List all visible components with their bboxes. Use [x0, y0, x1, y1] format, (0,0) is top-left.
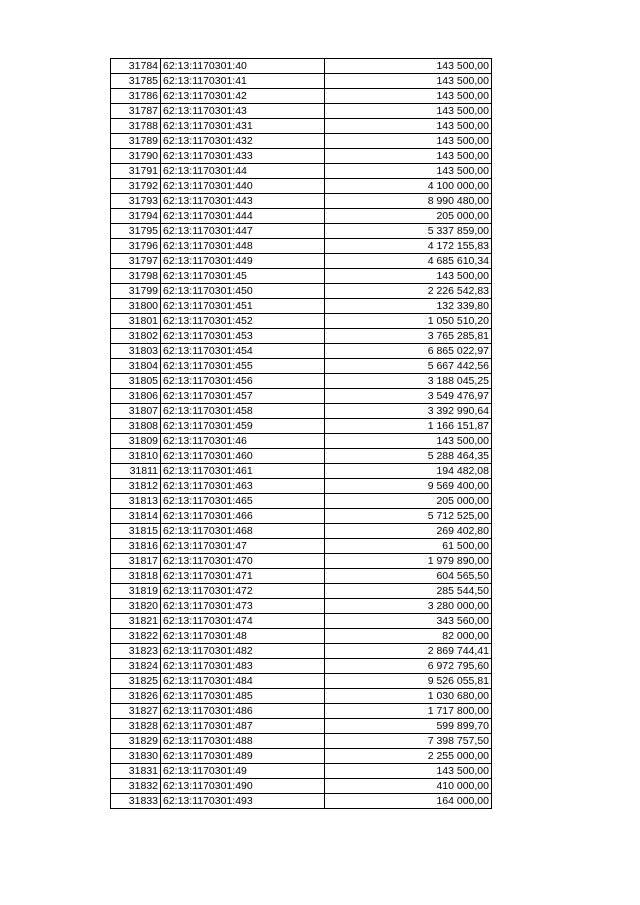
value-cell: 143 500,00	[325, 269, 492, 284]
table-row	[111, 254, 492, 269]
table-row	[111, 149, 492, 164]
table-row	[111, 179, 492, 194]
cadastral-number-cell: 62:13:1170301:487	[161, 719, 325, 734]
cadastral-number-cell: 62:13:1170301:443	[161, 194, 325, 209]
value-cell: 143 500,00	[325, 59, 492, 74]
value-cell: 410 000,00	[325, 779, 492, 794]
cadastral-number-cell: 62:13:1170301:463	[161, 479, 325, 494]
cadastral-number-cell: 62:13:1170301:482	[161, 644, 325, 659]
cadastral-number-cell: 62:13:1170301:455	[161, 359, 325, 374]
row-number-cell: 31791	[111, 164, 161, 179]
table-row	[111, 404, 492, 419]
table-row	[111, 74, 492, 89]
cadastral-number-cell: 62:13:1170301:472	[161, 584, 325, 599]
row-number-cell: 31792	[111, 179, 161, 194]
row-number-cell: 31828	[111, 719, 161, 734]
value-cell: 143 500,00	[325, 134, 492, 149]
cadastral-number-cell: 62:13:1170301:459	[161, 419, 325, 434]
value-cell: 6 865 022,97	[325, 344, 492, 359]
row-number-cell: 31826	[111, 689, 161, 704]
cadastral-number-cell: 62:13:1170301:453	[161, 329, 325, 344]
row-number-cell: 31806	[111, 389, 161, 404]
value-cell: 599 899,70	[325, 719, 492, 734]
row-number-cell: 31801	[111, 314, 161, 329]
row-number-cell: 31820	[111, 599, 161, 614]
row-number-cell: 31813	[111, 494, 161, 509]
value-cell: 2 869 744,41	[325, 644, 492, 659]
value-cell: 4 172 155,83	[325, 239, 492, 254]
cadastral-number-cell: 62:13:1170301:454	[161, 344, 325, 359]
value-cell: 1 030 680,00	[325, 689, 492, 704]
table-row	[111, 734, 492, 749]
value-cell: 5 337 859,00	[325, 224, 492, 239]
table-row	[111, 689, 492, 704]
cadastral-number-cell: 62:13:1170301:49	[161, 764, 325, 779]
row-number-cell: 31810	[111, 449, 161, 464]
value-cell: 5 712 525,00	[325, 509, 492, 524]
cadastral-number-cell: 62:13:1170301:40	[161, 59, 325, 74]
table-row	[111, 659, 492, 674]
table-row	[111, 314, 492, 329]
table-row	[111, 59, 492, 74]
row-number-cell: 31804	[111, 359, 161, 374]
table-row	[111, 764, 492, 779]
row-number-cell: 31822	[111, 629, 161, 644]
cadastral-number-cell: 62:13:1170301:474	[161, 614, 325, 629]
value-cell: 164 000,00	[325, 794, 492, 809]
row-number-cell: 31830	[111, 749, 161, 764]
row-number-cell: 31831	[111, 764, 161, 779]
value-cell: 143 500,00	[325, 764, 492, 779]
table-row	[111, 209, 492, 224]
value-cell: 143 500,00	[325, 434, 492, 449]
cadastral-number-cell: 62:13:1170301:471	[161, 569, 325, 584]
row-number-cell: 31821	[111, 614, 161, 629]
data-table	[110, 58, 492, 809]
cadastral-number-cell: 62:13:1170301:47	[161, 539, 325, 554]
cadastral-number-cell: 62:13:1170301:450	[161, 284, 325, 299]
value-cell: 143 500,00	[325, 104, 492, 119]
row-number-cell: 31799	[111, 284, 161, 299]
row-number-cell: 31811	[111, 464, 161, 479]
table-row	[111, 704, 492, 719]
cadastral-number-cell: 62:13:1170301:466	[161, 509, 325, 524]
row-number-cell: 31796	[111, 239, 161, 254]
row-number-cell: 31815	[111, 524, 161, 539]
value-cell: 132 339,80	[325, 299, 492, 314]
table-row	[111, 644, 492, 659]
table-row	[111, 779, 492, 794]
value-cell: 3 765 285,81	[325, 329, 492, 344]
cadastral-number-cell: 62:13:1170301:48	[161, 629, 325, 644]
row-number-cell: 31787	[111, 104, 161, 119]
row-number-cell: 31788	[111, 119, 161, 134]
table-row	[111, 299, 492, 314]
table-row	[111, 479, 492, 494]
table-row	[111, 359, 492, 374]
cadastral-number-cell: 62:13:1170301:458	[161, 404, 325, 419]
cadastral-number-cell: 62:13:1170301:490	[161, 779, 325, 794]
table-row	[111, 599, 492, 614]
value-cell: 4 685 610,34	[325, 254, 492, 269]
row-number-cell: 31795	[111, 224, 161, 239]
row-number-cell: 31825	[111, 674, 161, 689]
row-number-cell: 31823	[111, 644, 161, 659]
table-row	[111, 494, 492, 509]
value-cell: 3 188 045,25	[325, 374, 492, 389]
cadastral-number-cell: 62:13:1170301:46	[161, 434, 325, 449]
value-cell: 269 402,80	[325, 524, 492, 539]
cadastral-number-cell: 62:13:1170301:45	[161, 269, 325, 284]
table-row	[111, 104, 492, 119]
value-cell: 2 226 542,83	[325, 284, 492, 299]
value-cell: 4 100 000,00	[325, 179, 492, 194]
table-body	[111, 59, 492, 809]
row-number-cell: 31790	[111, 149, 161, 164]
row-number-cell: 31797	[111, 254, 161, 269]
table-row	[111, 749, 492, 764]
cadastral-number-cell: 62:13:1170301:486	[161, 704, 325, 719]
cadastral-number-cell: 62:13:1170301:488	[161, 734, 325, 749]
value-cell: 5 667 442,56	[325, 359, 492, 374]
table-row	[111, 614, 492, 629]
table-row	[111, 284, 492, 299]
value-cell: 8 990 480,00	[325, 194, 492, 209]
table-row	[111, 674, 492, 689]
row-number-cell: 31824	[111, 659, 161, 674]
row-number-cell: 31786	[111, 89, 161, 104]
table-row	[111, 194, 492, 209]
value-cell: 9 526 055,81	[325, 674, 492, 689]
cadastral-number-cell: 62:13:1170301:457	[161, 389, 325, 404]
cadastral-number-cell: 62:13:1170301:489	[161, 749, 325, 764]
value-cell: 82 000,00	[325, 629, 492, 644]
row-number-cell: 31817	[111, 554, 161, 569]
value-cell: 143 500,00	[325, 164, 492, 179]
value-cell: 143 500,00	[325, 149, 492, 164]
cadastral-number-cell: 62:13:1170301:456	[161, 374, 325, 389]
cadastral-number-cell: 62:13:1170301:485	[161, 689, 325, 704]
value-cell: 2 255 000,00	[325, 749, 492, 764]
row-number-cell: 31818	[111, 569, 161, 584]
value-cell: 7 398 757,50	[325, 734, 492, 749]
row-number-cell: 31794	[111, 209, 161, 224]
cadastral-number-cell: 62:13:1170301:43	[161, 104, 325, 119]
value-cell: 9 569 400,00	[325, 479, 492, 494]
table-row	[111, 794, 492, 809]
row-number-cell: 31819	[111, 584, 161, 599]
value-cell: 1 717 800,00	[325, 704, 492, 719]
table-row	[111, 119, 492, 134]
table-row	[111, 719, 492, 734]
table-row	[111, 389, 492, 404]
table-row	[111, 164, 492, 179]
row-number-cell: 31827	[111, 704, 161, 719]
value-cell: 143 500,00	[325, 74, 492, 89]
value-cell: 143 500,00	[325, 89, 492, 104]
cadastral-number-cell: 62:13:1170301:473	[161, 599, 325, 614]
cadastral-number-cell: 62:13:1170301:440	[161, 179, 325, 194]
table-row	[111, 329, 492, 344]
cadastral-number-cell: 62:13:1170301:460	[161, 449, 325, 464]
table-row	[111, 344, 492, 359]
value-cell: 6 972 795,60	[325, 659, 492, 674]
cadastral-number-cell: 62:13:1170301:468	[161, 524, 325, 539]
value-cell: 1 050 510,20	[325, 314, 492, 329]
cadastral-number-cell: 62:13:1170301:431	[161, 119, 325, 134]
value-cell: 343 560,00	[325, 614, 492, 629]
cadastral-number-cell: 62:13:1170301:451	[161, 299, 325, 314]
value-cell: 3 549 476,97	[325, 389, 492, 404]
value-cell: 285 544,50	[325, 584, 492, 599]
table-row	[111, 554, 492, 569]
table-row	[111, 419, 492, 434]
value-cell: 143 500,00	[325, 119, 492, 134]
table-row	[111, 89, 492, 104]
table-row	[111, 134, 492, 149]
value-cell: 205 000,00	[325, 494, 492, 509]
cadastral-number-cell: 62:13:1170301:465	[161, 494, 325, 509]
table-row	[111, 584, 492, 599]
cadastral-number-cell: 62:13:1170301:484	[161, 674, 325, 689]
table-row	[111, 629, 492, 644]
cadastral-number-cell: 62:13:1170301:432	[161, 134, 325, 149]
value-cell: 194 482,08	[325, 464, 492, 479]
table-row	[111, 374, 492, 389]
row-number-cell: 31802	[111, 329, 161, 344]
cadastral-number-cell: 62:13:1170301:433	[161, 149, 325, 164]
table-row	[111, 239, 492, 254]
row-number-cell: 31800	[111, 299, 161, 314]
cadastral-number-cell: 62:13:1170301:449	[161, 254, 325, 269]
cadastral-number-cell: 62:13:1170301:41	[161, 74, 325, 89]
table-row	[111, 539, 492, 554]
row-number-cell: 31798	[111, 269, 161, 284]
cadastral-number-cell: 62:13:1170301:452	[161, 314, 325, 329]
value-cell: 61 500,00	[325, 539, 492, 554]
value-cell: 3 392 990,64	[325, 404, 492, 419]
cadastral-number-cell: 62:13:1170301:444	[161, 209, 325, 224]
table-row	[111, 509, 492, 524]
row-number-cell: 31789	[111, 134, 161, 149]
row-number-cell: 31803	[111, 344, 161, 359]
value-cell: 604 565,50	[325, 569, 492, 584]
row-number-cell: 31805	[111, 374, 161, 389]
table-row	[111, 524, 492, 539]
value-cell: 205 000,00	[325, 209, 492, 224]
row-number-cell: 31808	[111, 419, 161, 434]
row-number-cell: 31812	[111, 479, 161, 494]
row-number-cell: 31784	[111, 59, 161, 74]
cadastral-number-cell: 62:13:1170301:470	[161, 554, 325, 569]
row-number-cell: 31814	[111, 509, 161, 524]
value-cell: 1 979 890,00	[325, 554, 492, 569]
table-row	[111, 269, 492, 284]
row-number-cell: 31793	[111, 194, 161, 209]
table-row	[111, 569, 492, 584]
value-cell: 3 280 000,00	[325, 599, 492, 614]
row-number-cell: 31785	[111, 74, 161, 89]
cadastral-number-cell: 62:13:1170301:483	[161, 659, 325, 674]
cadastral-number-cell: 62:13:1170301:44	[161, 164, 325, 179]
table-row	[111, 464, 492, 479]
cadastral-number-cell: 62:13:1170301:493	[161, 794, 325, 809]
value-cell: 5 288 464,35	[325, 449, 492, 464]
cadastral-number-cell: 62:13:1170301:448	[161, 239, 325, 254]
table-row	[111, 434, 492, 449]
row-number-cell: 31816	[111, 539, 161, 554]
row-number-cell: 31809	[111, 434, 161, 449]
cadastral-number-cell: 62:13:1170301:461	[161, 464, 325, 479]
row-number-cell: 31829	[111, 734, 161, 749]
table-row	[111, 449, 492, 464]
row-number-cell: 31807	[111, 404, 161, 419]
row-number-cell: 31833	[111, 794, 161, 809]
document-page	[110, 58, 492, 809]
table-row	[111, 224, 492, 239]
cadastral-number-cell: 62:13:1170301:42	[161, 89, 325, 104]
row-number-cell: 31832	[111, 779, 161, 794]
cadastral-number-cell: 62:13:1170301:447	[161, 224, 325, 239]
value-cell: 1 166 151,87	[325, 419, 492, 434]
